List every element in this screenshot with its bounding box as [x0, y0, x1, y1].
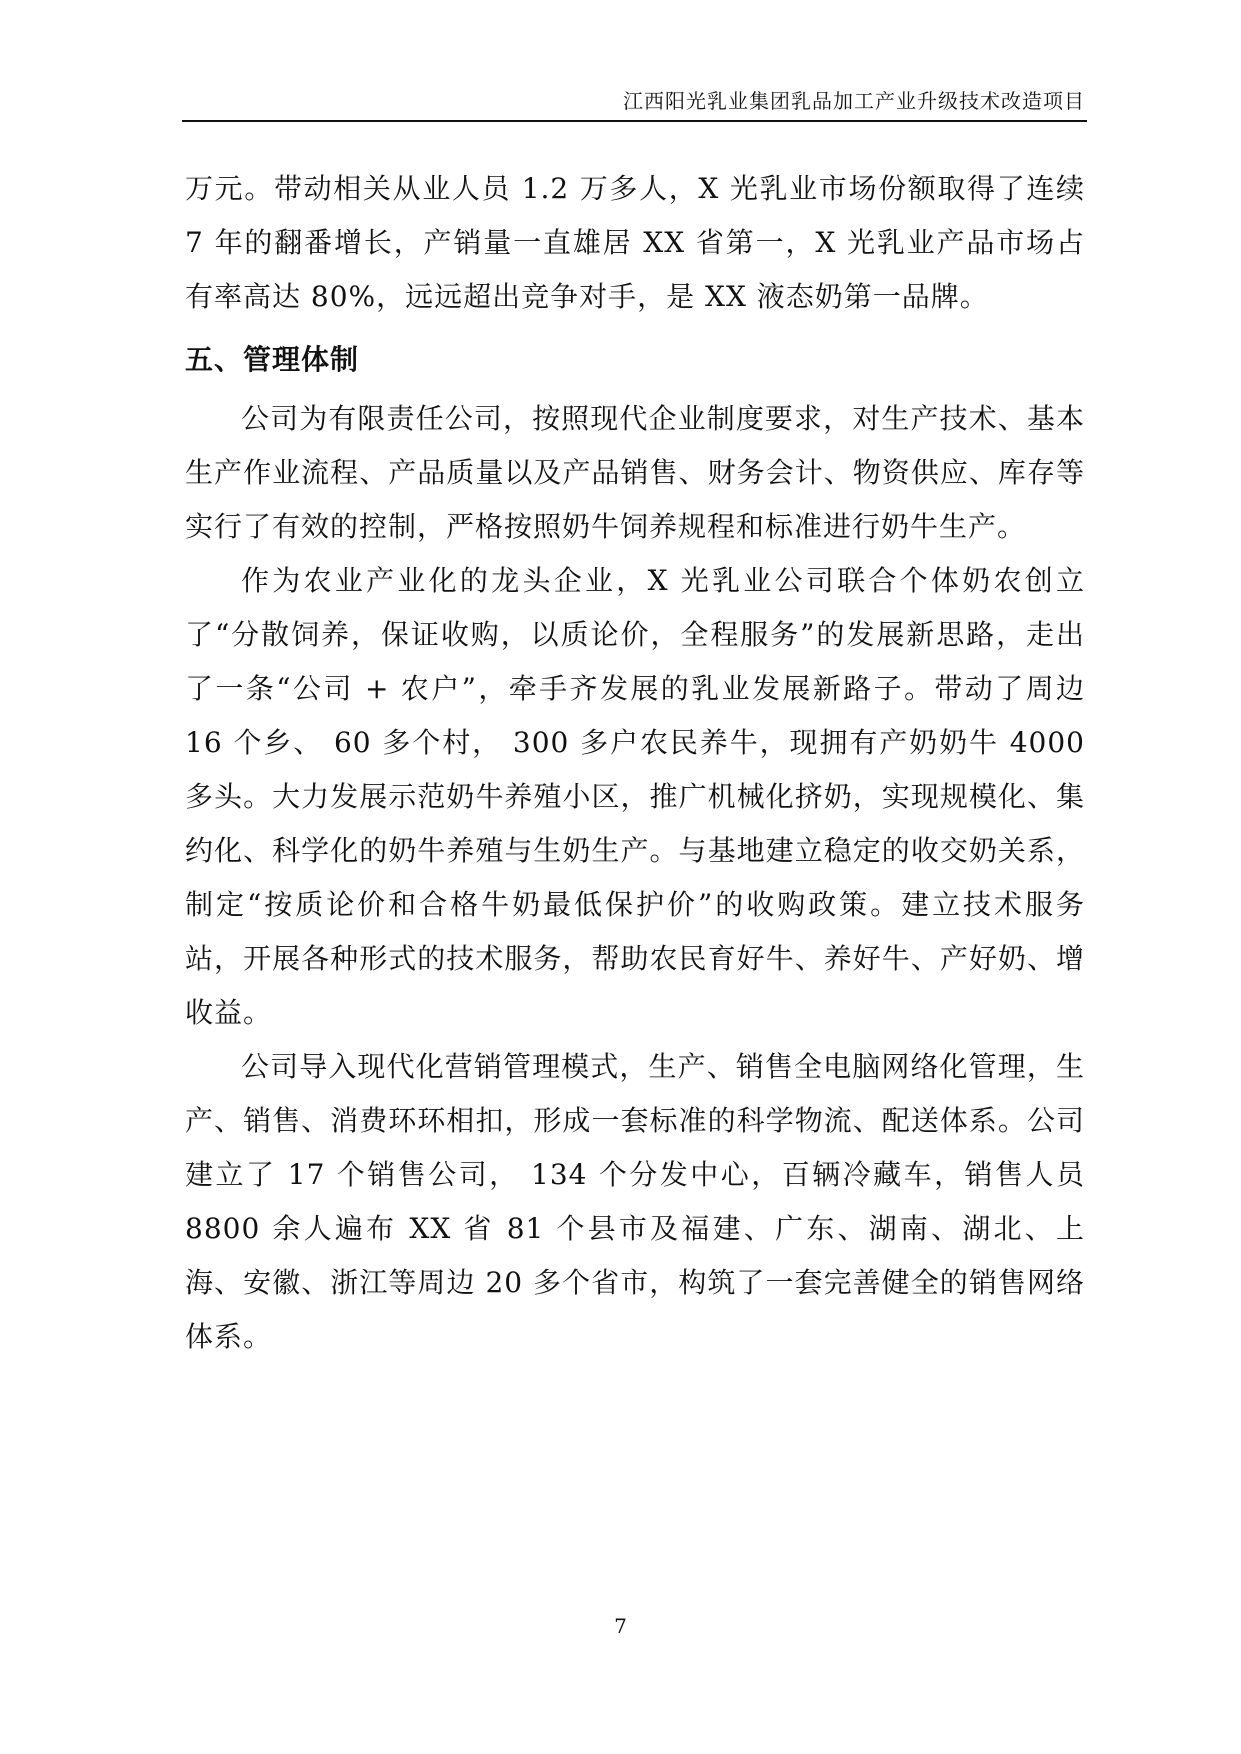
continuation-paragraph: 万元。带动相关从业人员 1.2 万多人，X 光乳业市场份额取得了连续 7 年的翻番增长，产销量一直雄居 XX 省第一，X 光乳业产品市场占有率高达 80%，远远超出竞争对手，是 XX 液态奶第一品牌。: [185, 172, 1085, 313]
body-paragraph-1: 公司为有限责任公司，按照现代企业制度要求，对生产技术、基本生产作业流程、产品质量以及产品销售、财务会计、物资供应、库存等实行了有效的控制，严格按照奶牛饲养规程和标准进行奶牛生产。: [185, 402, 1085, 543]
document-body: [185, 162, 1085, 1364]
body-paragraph-2: 作为农业产业化的龙头企业，X 光乳业公司联合个体奶农创立了“分散饲养，保证收购，以质论价，全程服务”的发展新思路，走出了一条“公司 + 农户”，牵手齐发展的乳业发展新路子。带动了周边 16 个乡、 60 多个村， 300 多户农民养牛，现拥有产奶奶牛 4000 多头。大力发展示范奶牛养殖小区，推广机械化挤奶，实现规模化、集约化、科学化的奶牛养殖与生奶生产。与基地建立稳定的收交奶关系，制定“按质论价和合格牛奶最低保护价”的收购政策。建立技术服务站，开展各种形式的技术服务，帮助农民育好牛、养好牛、产好奶、增收益。: [185, 564, 1085, 1029]
section-heading: 五、管理体制: [185, 343, 360, 376]
body-paragraph-3: 公司导入现代化营销管理模式，生产、销售全电脑网络化管理，生产、销售、消费环环相扣，形成一套标准的科学物流、配送体系。公司建立了 17 个销售公司， 134 个分发中心，百辆冷藏车，销售人员 8800 余人遍布 XX 省 81 个县市及福建、广东、湖南、湖北、上海、安徽、浙江等周边 20 多个省市，构筑了一套完善健全的销售网络体系。: [185, 1050, 1085, 1353]
running-header: 江西阳光乳业集团乳品加工产业升级技术改造项目: [623, 89, 1085, 113]
header-divider: [182, 120, 1087, 122]
page-number: 7: [614, 1614, 627, 1638]
